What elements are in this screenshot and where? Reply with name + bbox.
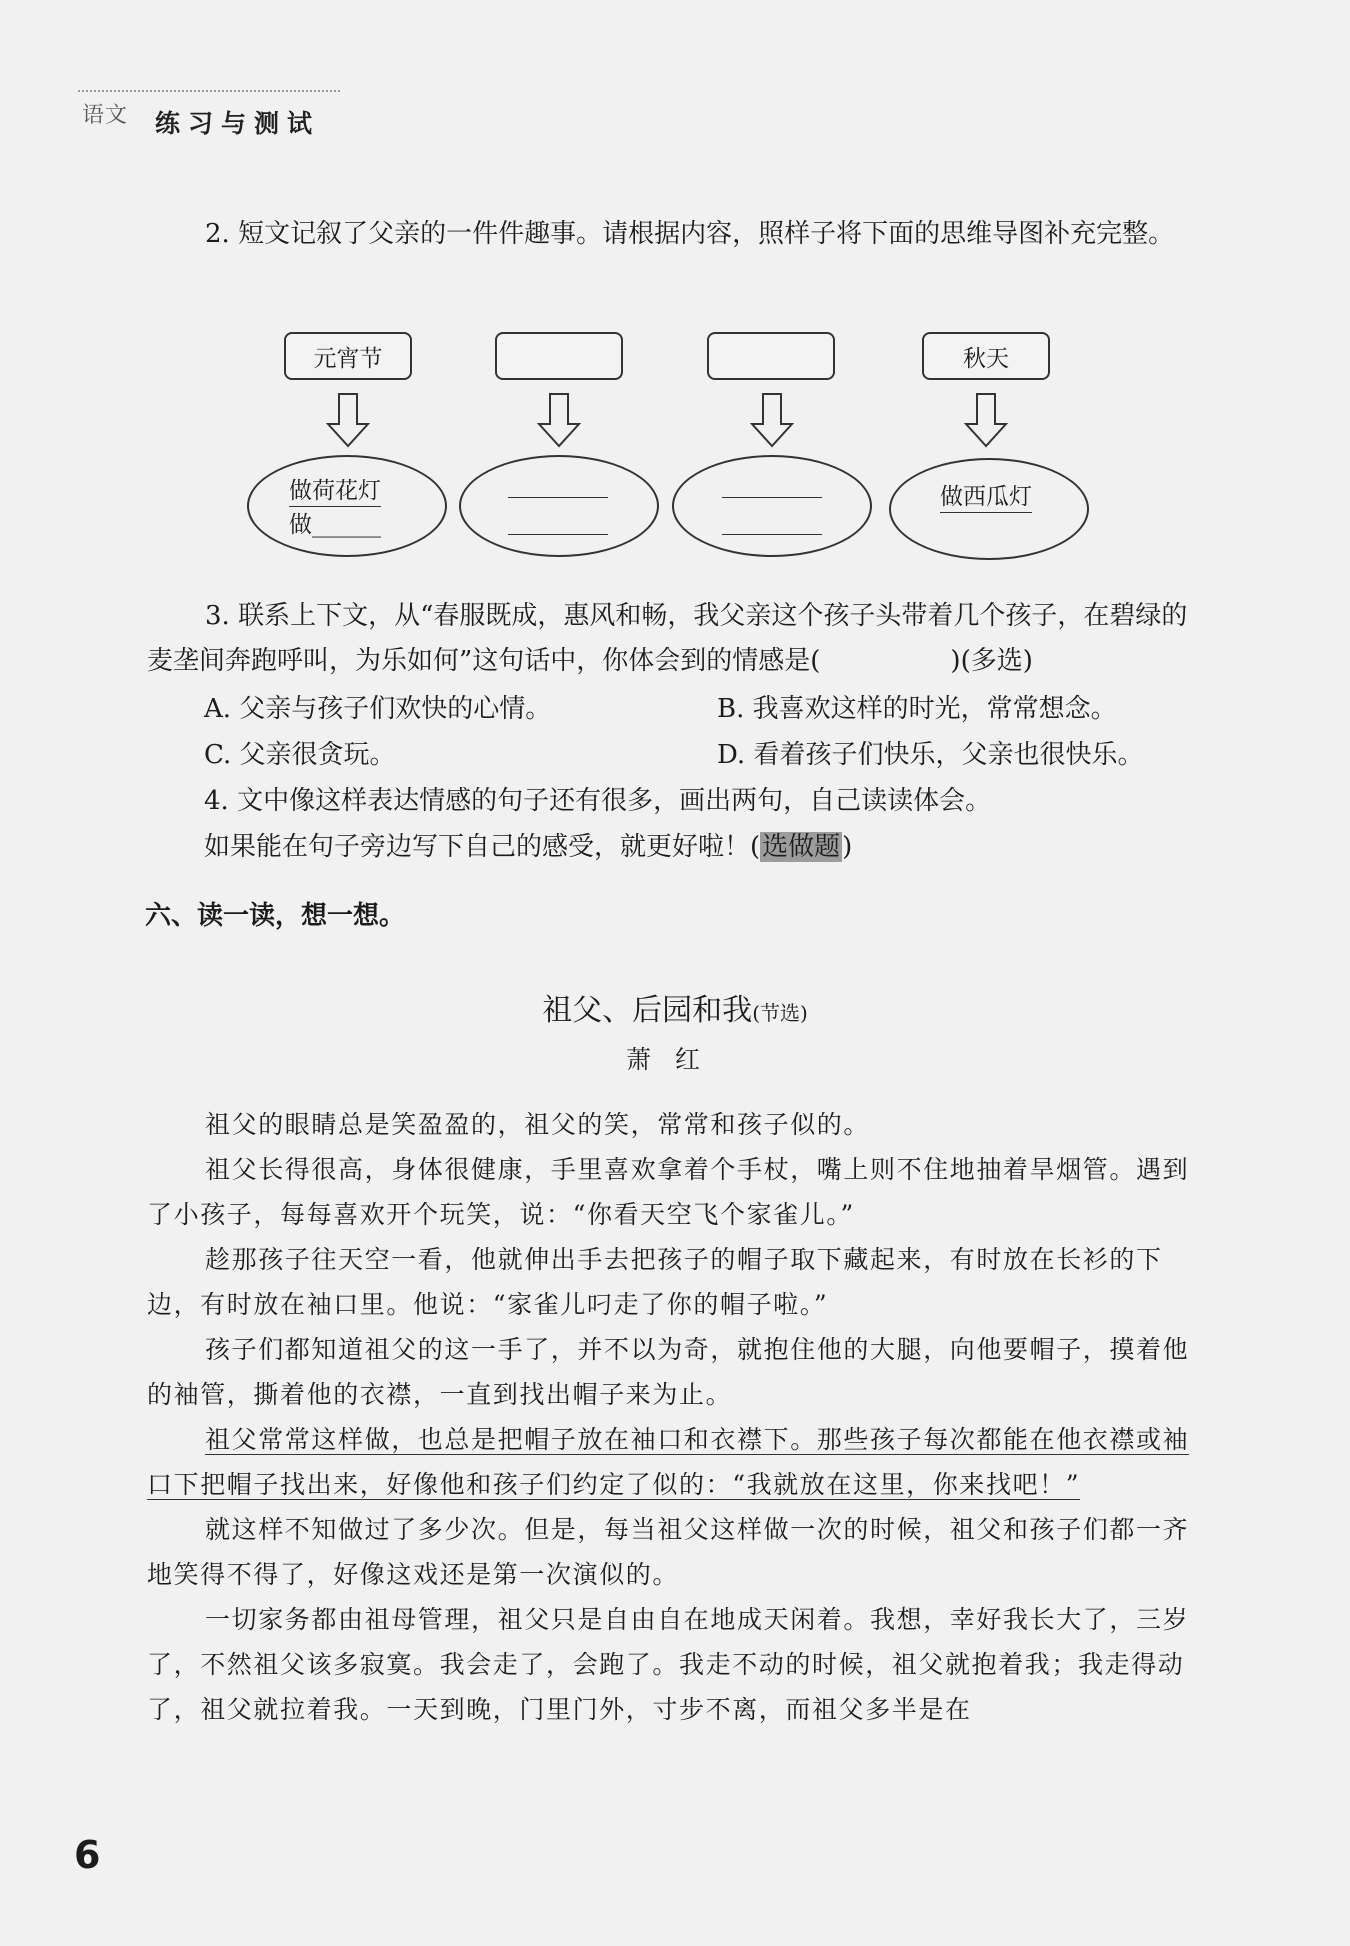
passage-p6: 就这样不知做过了多少次。但是，每当祖父这样做一次的时候，祖父和孩子们都一齐地笑得不得了，好像这戏还是第一次演似的。 — [147, 1515, 1190, 1589]
blank-line[interactable] — [722, 497, 822, 498]
mindmap-box-3[interactable] — [707, 332, 835, 380]
blank-line[interactable] — [508, 534, 608, 535]
option-a[interactable]: A. 父亲与孩子们欢快的心情。 — [204, 694, 552, 724]
down-arrow-icon — [537, 392, 581, 448]
passage-p7: 一切家务都由祖母管理，祖父只是自由自在地成天闲着。我想，幸好我长大了，三岁了，不然祖父该多寂寞。我会走了，会跑了。我走不动的时候，祖父就抱着我；我走得动了，祖父就拉着我。一天到晚，门里门外，寸步不离，而祖父多半是在 — [147, 1605, 1190, 1724]
passage — [147, 1102, 1197, 1732]
passage-p5 — [147, 1417, 1197, 1507]
down-arrow-icon — [326, 392, 370, 448]
ellipse-1-line-1: 做荷花灯 — [289, 476, 381, 507]
option-b[interactable]: B. 我喜欢这样的时光，常常想念。 — [717, 694, 1117, 724]
passage-p4: 孩子们都知道祖父的这一手了，并不以为奇，就抱住他的大腿，向他要帽子，摸着他的袖管，撕着他的衣襟，一直到找出帽子来为止。 — [147, 1335, 1190, 1409]
passage-p3: 趁那孩子往天空一看，他就伸出手去把孩子的帽子取下藏起来，有时放在长衫的下边，有时放在袖口里。他说：“家雀儿叼走了你的帽子啦。” — [147, 1245, 1163, 1319]
option-d[interactable]: D. 看着孩子们快乐，父亲也很快乐。 — [717, 740, 1144, 770]
page-number: 6 — [74, 1833, 101, 1877]
article-author: 萧红 — [625, 1045, 724, 1074]
article-title: 祖父、后园和我(节选) — [542, 993, 808, 1028]
question-4: 4. 文中像这样表达情感的句子还有很多，画出两句，自己读读体会。 — [204, 786, 992, 816]
down-arrow-icon — [750, 392, 794, 448]
passage-p2: 祖父长得很高，身体很健康，手里喜欢拿着个手杖，嘴上则不住地抽着旱烟管。遇到了小孩子，每每喜欢开个玩笑，说：“你看天空飞个家雀儿。” — [147, 1155, 1190, 1229]
question-3: 3. 联系上下文，从“春服既成，惠风和畅，我父亲这个孩子头带着几个孩子，在碧绿的麦垄间奔跑呼叫，为乐如何”这句话中，你体会到的情感是( )(多选) — [147, 601, 1188, 676]
option-c[interactable]: C. 父亲很贪玩。 — [204, 740, 396, 770]
passage-p1: 祖父的眼睛总是笑盈盈的，祖父的笑，常常和孩子似的。 — [205, 1110, 871, 1139]
ellipse-4-line-1: 做西瓜灯 — [940, 482, 1032, 513]
mindmap-box-1: 元宵节 — [284, 332, 412, 380]
blank-line[interactable] — [508, 497, 608, 498]
down-arrow-icon — [964, 392, 1008, 448]
underlined-sentence: 祖父常常这样做，也总是把帽子放在袖口和衣襟下。那些孩子每次都能在他衣襟或袖口下把帽子找出来，好像他和孩子们约定了似的：“我就放在这里，你来找吧！” — [147, 1425, 1190, 1499]
optional-tag: 选做题 — [762, 832, 841, 862]
section-6-heading: 六、读一读，想一想。 — [145, 901, 406, 931]
mindmap-box-4: 秋天 — [922, 332, 1050, 380]
question-2: 2. 短文记叙了父亲的一件件趣事。请根据内容，照样子将下面的思维导图补充完整。 — [205, 219, 1175, 249]
blank-line[interactable] — [722, 534, 822, 535]
mindmap-ellipse-2 — [459, 455, 659, 557]
book-title: 练习与测试 — [155, 109, 321, 138]
ellipse-1-line-2: 做______ — [289, 512, 381, 538]
mindmap-box-2[interactable] — [495, 332, 623, 380]
mindmap-ellipse-3 — [672, 455, 872, 557]
question-4-extra: 如果能在句子旁边写下自己的感受，就更好啦！(选做题) — [204, 832, 853, 862]
subject-label: 语文 — [82, 103, 129, 128]
